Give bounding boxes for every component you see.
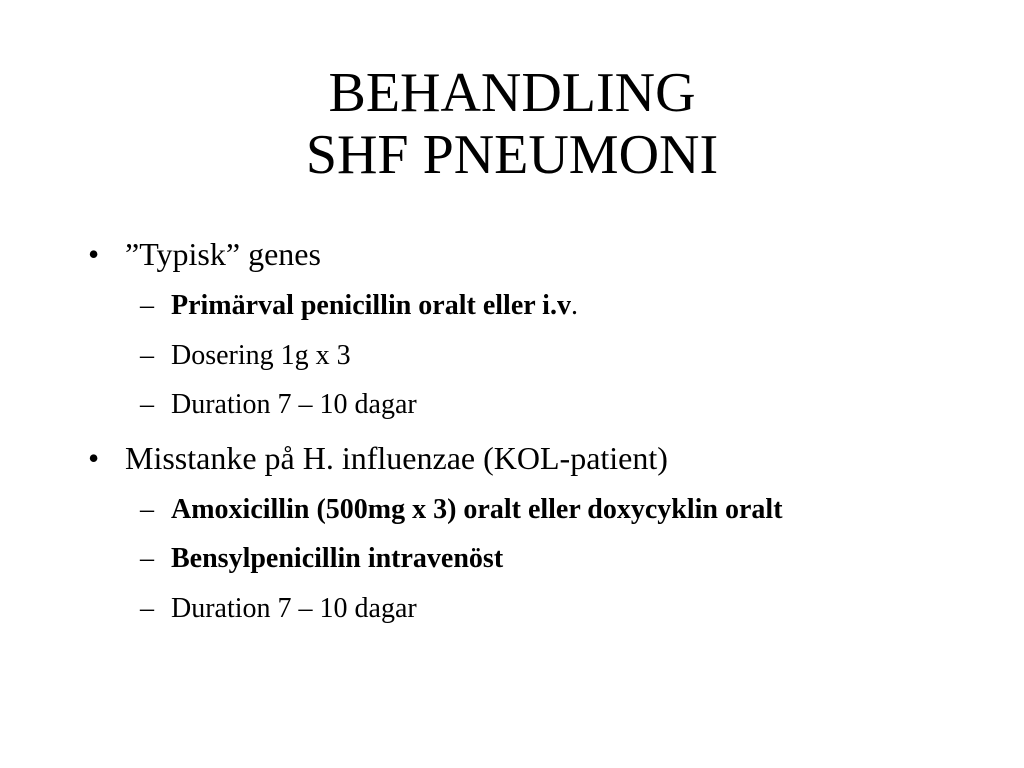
dash-icon: –: [140, 593, 154, 624]
sub-item-text: Duration 7 – 10 dagar: [171, 389, 417, 420]
dash-icon: –: [140, 494, 154, 525]
sub-item-amoxicillin: [140, 493, 783, 527]
bullet-icon: •: [88, 236, 100, 272]
dash-icon: –: [140, 389, 154, 420]
title-line-2: SHF PNEUMONI: [305, 124, 719, 186]
bullet-item-typisk-genes: [88, 234, 321, 274]
sub-item-primarval: [140, 289, 578, 323]
dash-icon: –: [140, 340, 154, 371]
sub-item-dosering: [140, 339, 351, 373]
dash-icon: –: [140, 543, 154, 574]
dash-icon: –: [140, 290, 154, 321]
sub-item-bold-text: Primärval penicillin oralt eller i.v: [171, 290, 571, 321]
bullet-text: ”Typisk” genes: [125, 236, 321, 272]
sub-item-bold-text: Bensylpenicillin intravenöst: [171, 543, 504, 574]
title-line-1: BEHANDLING: [328, 62, 696, 124]
bullet-item-h-influenzae: [88, 438, 668, 478]
sub-item-bold-text: Amoxicillin (500mg x 3) oralt eller doxycyklin oralt: [171, 494, 783, 525]
bullet-text: Misstanke på H. influenzae (KOL-patient): [125, 440, 668, 476]
sub-item-bensylpenicillin: [140, 542, 503, 576]
slide-title: [0, 62, 1024, 186]
sub-item-text: Dosering 1g x 3: [171, 340, 351, 371]
sub-item-duration-1: [140, 388, 417, 422]
bullet-icon: •: [88, 440, 100, 476]
sub-item-text: .: [570, 290, 578, 321]
sub-item-text: Duration 7 – 10 dagar: [171, 593, 417, 624]
sub-item-duration-2: [140, 592, 417, 626]
